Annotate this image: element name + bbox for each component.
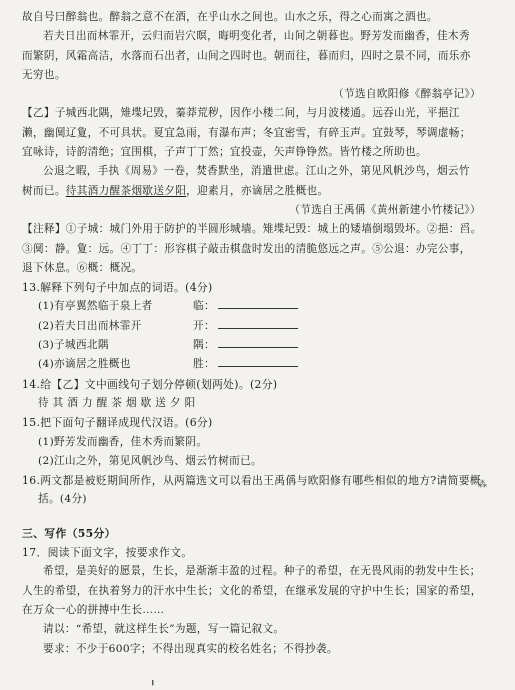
passage-line: 无穷也。 (22, 68, 66, 81)
passage-line: 【乙】子城西北隅，雉堞圮毁，蓁莽荒秽，因作小楼二间，与月波楼通。远吞山光，平挹江 (22, 107, 460, 120)
prompt-line: 希望，是美好的愿景，生长，是渐渐丰盈的过程。种子的希望，在无畏风雨的勃发中生长； (43, 565, 481, 578)
writing-section (22, 524, 493, 659)
item-text: (3)子城西北隅 (38, 339, 109, 352)
passage-line-start: 树而已。 (22, 184, 66, 197)
annotations (22, 220, 493, 278)
question-stem: 14.给【乙】文中画线句子划分停顿(划两处)。(2分) (22, 377, 278, 391)
task-line: 请以：“希望，就这样生长”为题，写一篇记叙文。 (43, 623, 285, 636)
question-13 (22, 278, 493, 374)
passage-source: （节选自欧阳修《醉翁亭记》） (333, 88, 481, 101)
question-item: (1)野芳发而幽香，佳木秀而繁阴。 (38, 435, 208, 448)
passage-line-end: ，迎素月，亦谪居之胜概也。 (186, 184, 329, 197)
answer-blank[interactable] (218, 297, 298, 309)
item-text: (2)若夫日出而林霏开 (38, 319, 142, 332)
annotation-line: 【注释】①子城：城门外用于防护的半圆形城墙。雉堞圮毁：城上的矮墙倒塌毁坏。②挹：舀。 (22, 223, 482, 236)
item-word: 胜： (193, 358, 215, 371)
annotation-line: 退下休息。⑥概：概况。 (22, 261, 143, 274)
item-text: (4)亦谪居之胜概也 (38, 358, 131, 371)
passage-line: 而繁阴，风霜高洁，水落而石出者，山间之四时也。朝而往，暮而归，四时之景不同，而乐亦 (22, 49, 471, 62)
scan-speck-mark: ⁂ (478, 480, 487, 490)
question-stem-cont: 括。(4分) (38, 493, 87, 506)
prompt-line: 在万众一心的拼搏中生长…… (22, 603, 165, 616)
question-stem: 15.把下面句子翻译成现代汉语。(6分) (22, 416, 213, 430)
passage-line: 若夫日出而林霏开，云归而岩穴暝，晦明变化者，山间之朝暮也。野芳发而幽香，佳木秀 (43, 30, 470, 43)
passage-line: 公退之暇，手执《周易》一卷，焚香默坐，消遣世虑。江山之外，第见风帆沙鸟，烟云竹 (43, 165, 470, 178)
question-item (22, 355, 493, 374)
section-title: 三、写作（55分） (22, 526, 116, 540)
annotation-line: ③阒：静。夐：远。④丁丁：形容棋子敲击棋盘时发出的清脆悠远之声。⑤公退：办完公事， (22, 242, 471, 255)
requirements-line: 要求：不少于600字；不得出现真实的校名姓名；不得抄袭。 (43, 642, 338, 655)
passage-line: 故自号曰醉翁也。醉翁之意不在酒，在乎山水之间也。山水之乐，得之心而寓之酒也。 (22, 11, 438, 23)
question-15 (22, 413, 493, 471)
question-sentence: 待 其 酒 力 醒 茶 烟 歇 送 夕 阳 (38, 396, 196, 409)
answer-blank[interactable] (218, 317, 298, 329)
question-stem: 13.解释下列句子中加点的词语。(4分) (22, 281, 213, 295)
question-item (22, 336, 493, 355)
question-stem: 16.两文都是被贬期间所作，从两篇选文可以看出王禹偁与欧阳修有哪些相似的地方?请简要概 (22, 474, 482, 488)
item-word: 隅： (193, 339, 215, 352)
passage-line-underlined (22, 182, 493, 201)
item-word: 开： (193, 319, 215, 332)
question-item (22, 317, 493, 336)
answer-blank[interactable] (218, 355, 298, 367)
passage-line: 濑，幽阒辽夐，不可具状。夏宜急雨，有瀑布声；冬宜密雪，有碎玉声。宜鼓琴，琴调虚畅； (22, 126, 471, 139)
passage-jia (22, 8, 493, 104)
question-14 (22, 375, 493, 414)
prompt-line: 人生的希望，在执着努力的汗水中生长；文化的希望，在继承发展的守护中生长；国家的希望， (22, 584, 482, 597)
passage-yi (22, 104, 493, 220)
question-item (22, 297, 493, 316)
passage-line: 宜咏诗，诗韵清绝；宜围棋，子声丁丁然；宜投壶，矢声铮铮然。皆竹楼之所助也。 (22, 146, 427, 159)
passage-source: （节选自王禹偁《黄州新建小竹楼记》） (289, 203, 481, 216)
question-item: (2)江山之外，第见风帆沙鸟、烟云竹树而已。 (38, 454, 262, 467)
question-16 (22, 471, 493, 510)
question-stem: 17．阅读下面文字，按要求作文。 (22, 546, 193, 560)
item-text: (1)有亭翼然临于泉上者 (38, 300, 153, 313)
answer-blank[interactable] (218, 336, 298, 348)
scan-speck-mark: ╻ (150, 676, 156, 686)
item-word: 临： (193, 300, 215, 313)
underlined-sentence: 待其酒力醒茶烟歇送夕阳 (65, 184, 187, 197)
